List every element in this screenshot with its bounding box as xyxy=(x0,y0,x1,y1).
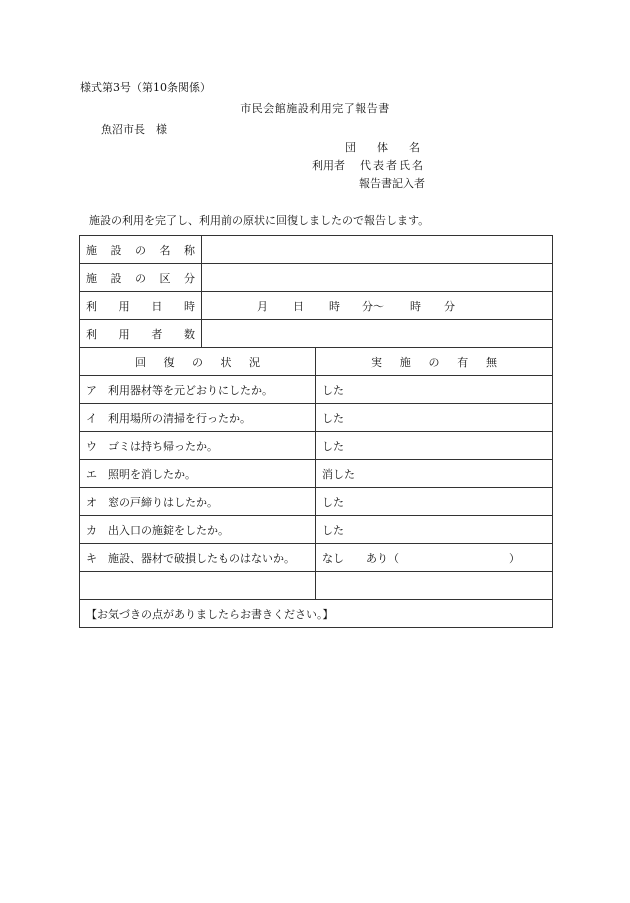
check-answer[interactable]: した xyxy=(316,488,553,516)
user-count-field[interactable] xyxy=(202,320,553,348)
notes-field[interactable] xyxy=(80,600,553,628)
report-statement: 施設の利用を完了し、利用前の原状に回復しましたので報告します。 xyxy=(89,214,430,227)
reporter-label: 報告書記入者 xyxy=(359,177,425,190)
usage-datetime-field[interactable] xyxy=(202,292,553,320)
check-item: ア 利用器材等を元どおりにしたか。 xyxy=(80,376,316,404)
hour-end-unit: 時 xyxy=(410,299,421,313)
col-implemented: 実施の有無 xyxy=(316,348,553,376)
check-item: エ 照明を消したか。 xyxy=(80,460,316,488)
month-unit: 月 xyxy=(257,299,268,313)
minute-end-unit: 分 xyxy=(444,299,455,313)
group-name-label: 団 体 名 xyxy=(345,141,425,154)
table-row xyxy=(80,404,553,432)
table-row xyxy=(80,488,553,516)
check-item: キ 施設、器材で破損したものはないか。 xyxy=(80,544,316,572)
check-answer[interactable]: なし あり（ ） xyxy=(316,544,553,572)
notes-row xyxy=(80,600,553,628)
user-count-label: 利用者数 xyxy=(80,320,202,348)
check-answer[interactable]: した xyxy=(316,432,553,460)
check-answer-blank[interactable] xyxy=(316,572,553,600)
addressee: 魚沼市長 様 xyxy=(101,123,167,136)
facility-category-label: 施設の区分 xyxy=(80,264,202,292)
table-row xyxy=(80,460,553,488)
table-row xyxy=(80,544,553,572)
table-row xyxy=(80,516,553,544)
check-item: ウ ゴミは持ち帰ったか。 xyxy=(80,432,316,460)
check-answer[interactable]: した xyxy=(316,516,553,544)
report-form-table xyxy=(79,235,553,628)
table-row xyxy=(80,320,553,348)
table-row xyxy=(80,376,553,404)
hour-unit: 時 xyxy=(329,299,340,313)
col-recovery-status: 回復の状況 xyxy=(80,348,316,376)
page-title: 市民会館施設利用完了報告書 xyxy=(240,102,390,115)
table-header-row xyxy=(80,348,553,376)
day-unit: 日 xyxy=(293,299,304,313)
check-answer[interactable]: した xyxy=(316,376,553,404)
notes-label: 【お気づきの点がありましたらお書きください。】 xyxy=(86,607,334,621)
user-prefix-label: 利用者 xyxy=(312,159,345,172)
form-number: 様式第3号（第10条関係） xyxy=(80,81,211,94)
facility-name-field[interactable] xyxy=(202,236,553,264)
representative-label: 代表者氏名 xyxy=(360,159,425,172)
table-row xyxy=(80,236,553,264)
minute-range-unit: 分～ xyxy=(362,299,384,313)
check-item: イ 利用場所の清掃を行ったか。 xyxy=(80,404,316,432)
check-answer[interactable]: 消した xyxy=(316,460,553,488)
facility-category-field[interactable] xyxy=(202,264,553,292)
check-item-blank[interactable] xyxy=(80,572,316,600)
check-answer[interactable]: した xyxy=(316,404,553,432)
table-row xyxy=(80,292,553,320)
table-row xyxy=(80,572,553,600)
usage-datetime-label: 利用日時 xyxy=(80,292,202,320)
check-item: オ 窓の戸締りはしたか。 xyxy=(80,488,316,516)
check-item: カ 出入口の施錠をしたか。 xyxy=(80,516,316,544)
table-row xyxy=(80,264,553,292)
facility-name-label: 施設の名称 xyxy=(80,236,202,264)
table-row xyxy=(80,432,553,460)
